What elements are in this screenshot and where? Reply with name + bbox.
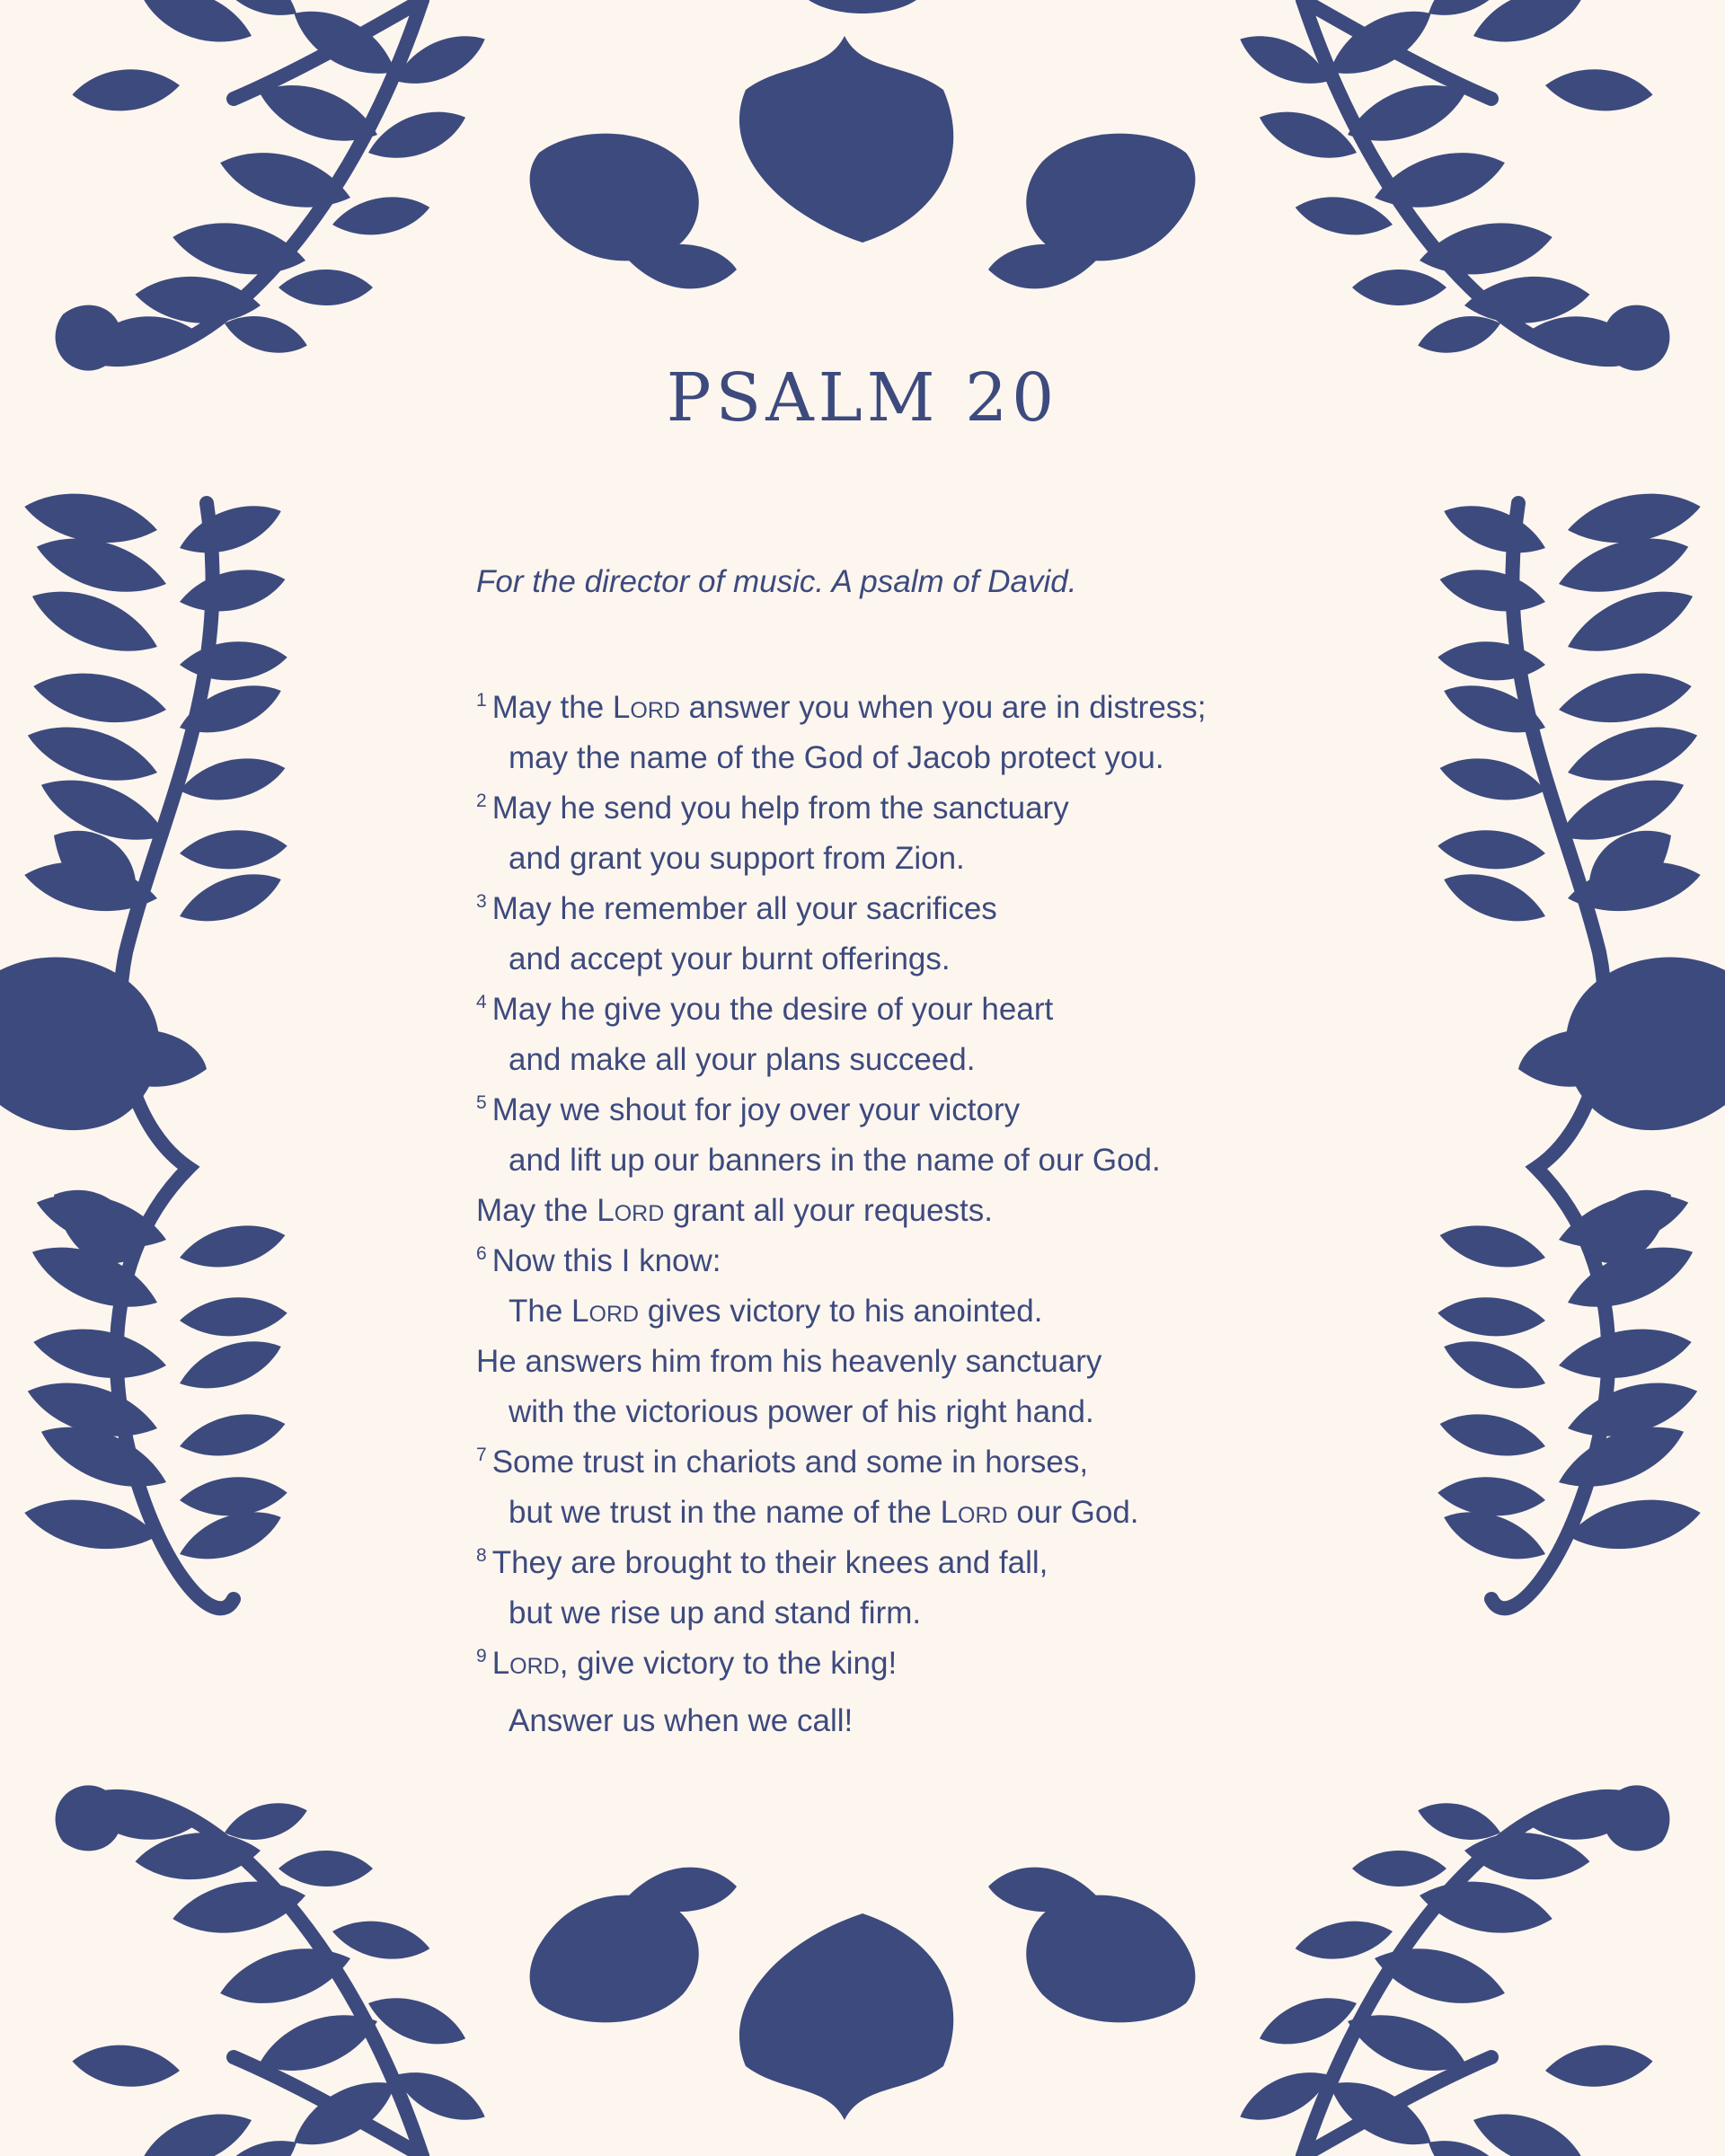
psalm-line bbox=[476, 1588, 1285, 1639]
leaf-motif bbox=[220, 307, 311, 361]
verse-number: 3 bbox=[476, 891, 487, 913]
divine-name-smallcaps: Lord bbox=[940, 1495, 1008, 1530]
top-left-ornament bbox=[56, 0, 737, 371]
leaf-motif bbox=[1437, 638, 1547, 684]
leaf-motif bbox=[214, 139, 357, 221]
leaf-motif bbox=[1352, 270, 1446, 305]
line-text: answer you when you are in distress; bbox=[679, 690, 1207, 725]
leaf-motif bbox=[173, 1329, 288, 1401]
flower-motif bbox=[988, 244, 1096, 288]
leaf-motif bbox=[21, 1490, 162, 1560]
flower-motif bbox=[1518, 1029, 1644, 1087]
psalm-line bbox=[476, 733, 1285, 783]
leaf-motif bbox=[1438, 673, 1552, 746]
verse-number: 5 bbox=[476, 1092, 487, 1114]
leaf-motif bbox=[252, 2000, 385, 2086]
flower-motif bbox=[1026, 134, 1195, 261]
leaf-motif bbox=[32, 1410, 174, 1504]
page-title: PSALM 20 bbox=[666, 359, 1059, 437]
flower-motif bbox=[54, 1190, 136, 1263]
verse-number: 4 bbox=[476, 992, 487, 1013]
psalm-line bbox=[476, 1186, 1285, 1236]
psalm-line bbox=[476, 934, 1285, 985]
line-text: Some trust in chariots and some in horses, bbox=[491, 1445, 1089, 1480]
vine-stem bbox=[1303, 2057, 1491, 2156]
leaf-motif bbox=[214, 1935, 357, 2017]
top-right-ornament bbox=[988, 0, 1669, 371]
psalm-line bbox=[476, 1488, 1285, 1538]
vine-stem bbox=[1303, 1797, 1635, 2156]
leaf-motif bbox=[1463, 271, 1592, 328]
psalm-line bbox=[476, 1437, 1285, 1488]
vine-stem bbox=[234, 2057, 422, 2156]
line-text: They are brought to their knees and fall, bbox=[491, 1545, 1048, 1580]
line-text: and lift up our banners in the name of our God. bbox=[509, 1143, 1161, 1178]
leaf-motif bbox=[21, 484, 162, 553]
leaf-motif bbox=[169, 1871, 310, 1942]
leaf-motif bbox=[1552, 1180, 1694, 1262]
psalm-line bbox=[476, 1135, 1285, 1186]
flower-motif bbox=[1026, 1895, 1195, 2023]
leaf-motif bbox=[1419, 2125, 1524, 2156]
flower-motif bbox=[988, 1868, 1096, 1912]
vine-stem bbox=[90, 1797, 422, 2156]
leaf-motif bbox=[1463, 1827, 1592, 1884]
leaf-motif bbox=[176, 561, 289, 621]
leaf-motif bbox=[30, 664, 171, 733]
line-text: grant all your requests. bbox=[664, 1193, 994, 1228]
leaf-motif bbox=[1436, 1216, 1549, 1277]
leaf-motif bbox=[179, 1473, 289, 1519]
leaf-motif bbox=[388, 22, 493, 97]
line-text: May he send you help from the sanctuary bbox=[491, 791, 1069, 826]
line-text: may the name of the God of Jacob protect you. bbox=[509, 740, 1164, 775]
line-text: with the victorious power of his right hand. bbox=[509, 1394, 1094, 1429]
leaf-motif bbox=[1319, 0, 1442, 91]
line-text: and make all your plans succeed. bbox=[509, 1042, 976, 1077]
flower-motif bbox=[1566, 958, 1725, 1131]
leaf-motif bbox=[362, 1985, 473, 2057]
leaf-motif bbox=[362, 100, 473, 172]
vine-stem bbox=[1303, 0, 1491, 99]
psalm-line bbox=[476, 1696, 1285, 1746]
leaf-motif bbox=[1368, 1935, 1511, 2017]
verse-number: 8 bbox=[476, 1545, 487, 1567]
leaf-motif bbox=[1436, 1405, 1549, 1465]
leaf-motif bbox=[179, 1294, 289, 1339]
flower-motif bbox=[54, 831, 136, 904]
leaf-motif bbox=[88, 312, 199, 362]
leaf-motif bbox=[1552, 525, 1694, 606]
leaf-motif bbox=[1437, 826, 1547, 872]
line-text: May he remember all your sacrifices bbox=[491, 891, 997, 926]
leaf-motif bbox=[32, 764, 174, 857]
leaf-motif bbox=[1438, 1329, 1552, 1401]
flower-motif bbox=[739, 36, 953, 243]
leaf-motif bbox=[1466, 0, 1591, 57]
leaf-motif bbox=[176, 1216, 289, 1277]
leaf-motif bbox=[173, 1499, 288, 1572]
leaf-motif bbox=[1526, 312, 1637, 362]
line-text: May he give you the desire of your heart bbox=[491, 992, 1054, 1027]
vine-stem bbox=[1303, 0, 1635, 359]
leaf-motif bbox=[1319, 2065, 1442, 2156]
psalm-lines bbox=[476, 683, 1285, 1746]
psalm-line bbox=[476, 1538, 1285, 1588]
psalm-line bbox=[476, 1085, 1285, 1135]
line-text: and grant you support from Zion. bbox=[509, 841, 965, 876]
leaf-motif bbox=[173, 862, 288, 934]
psalm-line bbox=[476, 1337, 1285, 1387]
divine-name-smallcaps: Lord bbox=[571, 1294, 640, 1329]
leaf-motif bbox=[1292, 190, 1395, 242]
line-text: gives victory to his anointed. bbox=[639, 1294, 1043, 1329]
line-text: and accept your burnt offerings. bbox=[509, 941, 951, 976]
line-text: May the bbox=[476, 1193, 597, 1228]
leaf-motif bbox=[1561, 713, 1703, 795]
flower-motif bbox=[0, 958, 159, 1131]
leaf-motif bbox=[1526, 1794, 1637, 1844]
leaf-motif bbox=[330, 190, 433, 242]
line-text: but we trust in the name of the bbox=[509, 1495, 941, 1530]
leaf-motif bbox=[22, 713, 164, 795]
leaf-motif bbox=[1564, 1490, 1705, 1560]
leaf-motif bbox=[1466, 2099, 1591, 2156]
psalm-line bbox=[476, 1236, 1285, 1286]
flower-motif bbox=[629, 244, 737, 288]
leaf-motif bbox=[1340, 70, 1473, 156]
flower-motif bbox=[530, 134, 699, 261]
leaf-motif bbox=[201, 2125, 306, 2156]
leaf-motif bbox=[252, 70, 385, 156]
leaf-motif bbox=[279, 270, 373, 305]
leaf-motif bbox=[133, 1827, 262, 1884]
leaf-motif bbox=[1233, 22, 1338, 97]
leaf-motif bbox=[1419, 0, 1524, 31]
leaf-motif bbox=[176, 749, 289, 809]
flower-motif bbox=[809, 0, 916, 13]
leaf-motif bbox=[283, 0, 406, 91]
flower-motif bbox=[81, 1029, 207, 1087]
psalm-text bbox=[476, 557, 1285, 1746]
leaf-motif bbox=[388, 2059, 493, 2134]
vine-stem bbox=[1491, 503, 1608, 1608]
leaf-motif bbox=[1436, 561, 1549, 621]
bottom-ornament bbox=[56, 1785, 1670, 2156]
leaf-motif bbox=[279, 1851, 373, 1886]
verse-number: 6 bbox=[476, 1243, 487, 1265]
leaf-motif bbox=[1550, 1410, 1692, 1504]
flower-motif bbox=[739, 1913, 953, 2120]
flower-motif bbox=[56, 1785, 122, 1851]
leaf-motif bbox=[173, 493, 288, 566]
leaf-motif bbox=[283, 2065, 406, 2156]
leaf-motif bbox=[21, 853, 162, 922]
leaf-motif bbox=[220, 1795, 311, 1849]
leaf-motif bbox=[1550, 764, 1692, 857]
divine-name-smallcaps: Lord bbox=[491, 1646, 560, 1681]
leaf-motif bbox=[70, 65, 181, 115]
leaf-motif bbox=[30, 1320, 171, 1389]
leaf-motif bbox=[1544, 2041, 1655, 2091]
leaf-motif bbox=[1415, 1871, 1556, 1942]
line-text: , give victory to the king! bbox=[559, 1646, 898, 1681]
leaf-motif bbox=[135, 0, 260, 57]
leaf-motif bbox=[1555, 1320, 1696, 1389]
leaf-motif bbox=[31, 1180, 172, 1262]
leaf-motif bbox=[70, 2041, 181, 2091]
line-text: The bbox=[509, 1294, 572, 1329]
psalm-line bbox=[476, 1387, 1285, 1437]
leaf-motif bbox=[1253, 100, 1364, 172]
leaf-motif bbox=[179, 638, 289, 684]
leaf-motif bbox=[1561, 1369, 1703, 1451]
leaf-motif bbox=[1415, 213, 1556, 284]
line-text: but we rise up and stand firm. bbox=[509, 1595, 922, 1630]
flower-motif bbox=[530, 1895, 699, 2023]
vine-stem bbox=[234, 0, 422, 99]
leaf-motif bbox=[1555, 664, 1696, 733]
leaf-motif bbox=[1253, 1985, 1364, 2057]
psalm-line bbox=[476, 834, 1285, 884]
leaf-motif bbox=[1564, 484, 1705, 553]
leaf-motif bbox=[169, 213, 310, 284]
leaf-motif bbox=[1292, 1913, 1395, 1966]
leaf-motif bbox=[1413, 1795, 1504, 1849]
psalm-line bbox=[476, 783, 1285, 834]
leaf-motif bbox=[1559, 1231, 1701, 1324]
verse-number: 9 bbox=[476, 1646, 487, 1667]
psalm-line bbox=[476, 683, 1285, 733]
psalm-superscription: For the director of music. A psalm of David. bbox=[476, 564, 1077, 599]
psalm-line bbox=[476, 1286, 1285, 1337]
flower-motif bbox=[1589, 1190, 1671, 1263]
leaf-motif bbox=[201, 0, 306, 31]
right-side-ornament bbox=[1436, 484, 1725, 1609]
flower-motif bbox=[1604, 1785, 1670, 1851]
leaf-motif bbox=[1368, 139, 1511, 221]
divine-name-smallcaps: Lord bbox=[612, 690, 680, 725]
leaf-motif bbox=[173, 673, 288, 746]
line-text: May the bbox=[491, 690, 613, 725]
leaf-motif bbox=[1413, 307, 1504, 361]
leaf-motif bbox=[1438, 1499, 1552, 1572]
psalm-line bbox=[476, 884, 1285, 934]
leaf-motif bbox=[22, 1369, 164, 1451]
flower-motif bbox=[629, 1868, 737, 1912]
vine-stem bbox=[117, 503, 234, 1608]
line-text: our God. bbox=[1007, 1495, 1139, 1530]
leaf-motif bbox=[179, 826, 289, 872]
vine-stem bbox=[90, 0, 422, 359]
leaf-motif bbox=[176, 1405, 289, 1465]
psalm-line bbox=[476, 985, 1285, 1035]
leaf-motif bbox=[1544, 65, 1655, 115]
divine-name-smallcaps: Lord bbox=[597, 1193, 665, 1228]
leaf-motif bbox=[1438, 493, 1552, 566]
leaf-motif bbox=[1564, 853, 1705, 922]
top-center-flower bbox=[739, 0, 953, 243]
leaf-motif bbox=[133, 271, 262, 328]
leaf-motif bbox=[1340, 2000, 1473, 2086]
leaf-motif bbox=[1437, 1294, 1547, 1339]
line-text: Answer us when we call! bbox=[509, 1703, 854, 1738]
flower-motif bbox=[1589, 831, 1671, 904]
verse-number: 7 bbox=[476, 1445, 487, 1466]
left-side-ornament bbox=[0, 484, 289, 1609]
verse-number: 1 bbox=[476, 690, 487, 711]
leaf-motif bbox=[330, 1913, 433, 1966]
leaf-motif bbox=[1352, 1851, 1446, 1886]
line-text: Now this I know: bbox=[491, 1243, 721, 1278]
line-text: May we shout for joy over your victory bbox=[491, 1092, 1021, 1127]
psalm-line bbox=[476, 1035, 1285, 1085]
leaf-motif bbox=[23, 1231, 165, 1324]
leaf-motif bbox=[31, 525, 172, 606]
leaf-motif bbox=[88, 1794, 199, 1844]
leaf-motif bbox=[1559, 575, 1701, 668]
line-text: He answers him from his heavenly sanctuary bbox=[476, 1344, 1102, 1379]
leaf-motif bbox=[1436, 749, 1549, 809]
leaf-motif bbox=[1437, 1473, 1547, 1519]
leaf-motif bbox=[1438, 862, 1552, 934]
leaf-motif bbox=[135, 2099, 260, 2156]
leaf-motif bbox=[23, 575, 165, 668]
leaf-motif bbox=[1233, 2059, 1338, 2134]
verse-number: 2 bbox=[476, 791, 487, 812]
psalm-line bbox=[476, 1639, 1285, 1689]
